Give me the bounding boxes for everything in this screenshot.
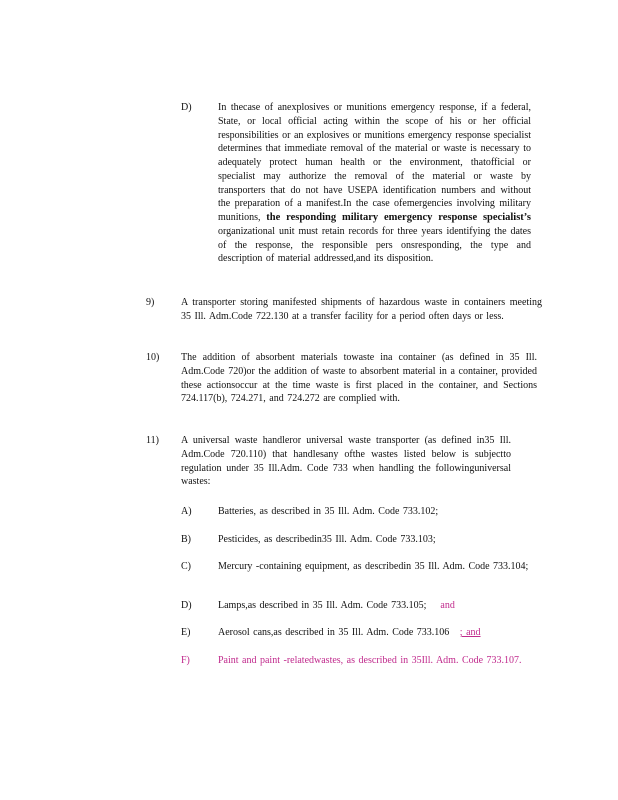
subitem-b-text: Pesticides, as describedin35 Ill. Adm. Code 733.103; (218, 534, 436, 545)
subitem-label-d: D) (181, 600, 192, 611)
item-label-11: 11) (146, 435, 159, 446)
item-10-text: The addition of absorbent materials towaste ina container (as defined in 35 Ill. Adm.Code 720)or the addition of waste to absorbent material in a container, provided these actionsoccur at the time waste is first placed in the container, and Sections 724.117(b), 724.271, and 724.272 are complied with. (181, 352, 537, 405)
item-d-text-1: In thecase of anexplosives or munitions emergency response, if a federal, State, or local official acting within the scope of his or her official responsibilities or an explosives or munitions emergency response specialist determines that immediate removal of the material or waste is necessary to adequately protect human health or the environment, thatofficial or specialist may authorize the removal of the material or waste by transporters that do not have USEPA identification numbers and without the preparation of a manifest.In the case ofemergencies involving military munitions, (218, 102, 531, 223)
item-label-9: 9) (146, 297, 155, 308)
item-9-text: A transporter storing manifested shipments of hazardous waste in containers meeting 35 Ill. Adm.Code 722.130 at a transfer facility for a period often days or less. (181, 297, 542, 322)
subitem-e-added-text: ; and (459, 627, 481, 638)
subitem-c-text: Mercury -containing equipment, as describedin 35 Ill. Adm. Code 733.104; (218, 561, 529, 572)
subitem-f-text: Paint and paint -relatedwastes, as described in 35Ill. Adm. Code 733.107. (218, 655, 522, 666)
subitem-e-text: Aerosol cans,as described in 35 Ill. Adm. Code 733.106 (218, 627, 450, 638)
subitem-label-a: A) (181, 506, 192, 517)
item-11-text: A universal waste handleror universal waste transporter (as defined in35 Ill. Adm.Code 720.110) that handlesany ofthe wastes listed below is subjectto regulation under 35 Ill.Adm. Code 733 when handling the followinguniversal wastes: (181, 435, 511, 488)
subitem-label-c: C) (181, 561, 191, 572)
subitem-a-text: Batteries, as described in 35 Ill. Adm. Code 733.102; (218, 506, 439, 517)
subitem-d-text: Lamps,as described in 35 Ill. Adm. Code 733.105; (218, 600, 427, 611)
subitem-label-b: B) (181, 534, 191, 545)
subitem-label-e: E) (181, 627, 191, 638)
subitem-label-f: F) (181, 655, 190, 666)
subitem-e-body (218, 626, 538, 640)
item-d-text-2: organizational unit must retain records for three years identifying the dates of the response, the responsible pers onsresponding, the type and description of material addressed,and its disposition. (218, 225, 531, 265)
item-label-d: D) (181, 102, 192, 113)
item-label-10: 10) (146, 352, 160, 363)
item-d-body (218, 101, 531, 266)
item-d-text-bold: the responding military emergency response specialist’s (266, 212, 531, 223)
subitem-d-added-text: and (440, 600, 455, 611)
subitem-d-body (218, 599, 538, 613)
